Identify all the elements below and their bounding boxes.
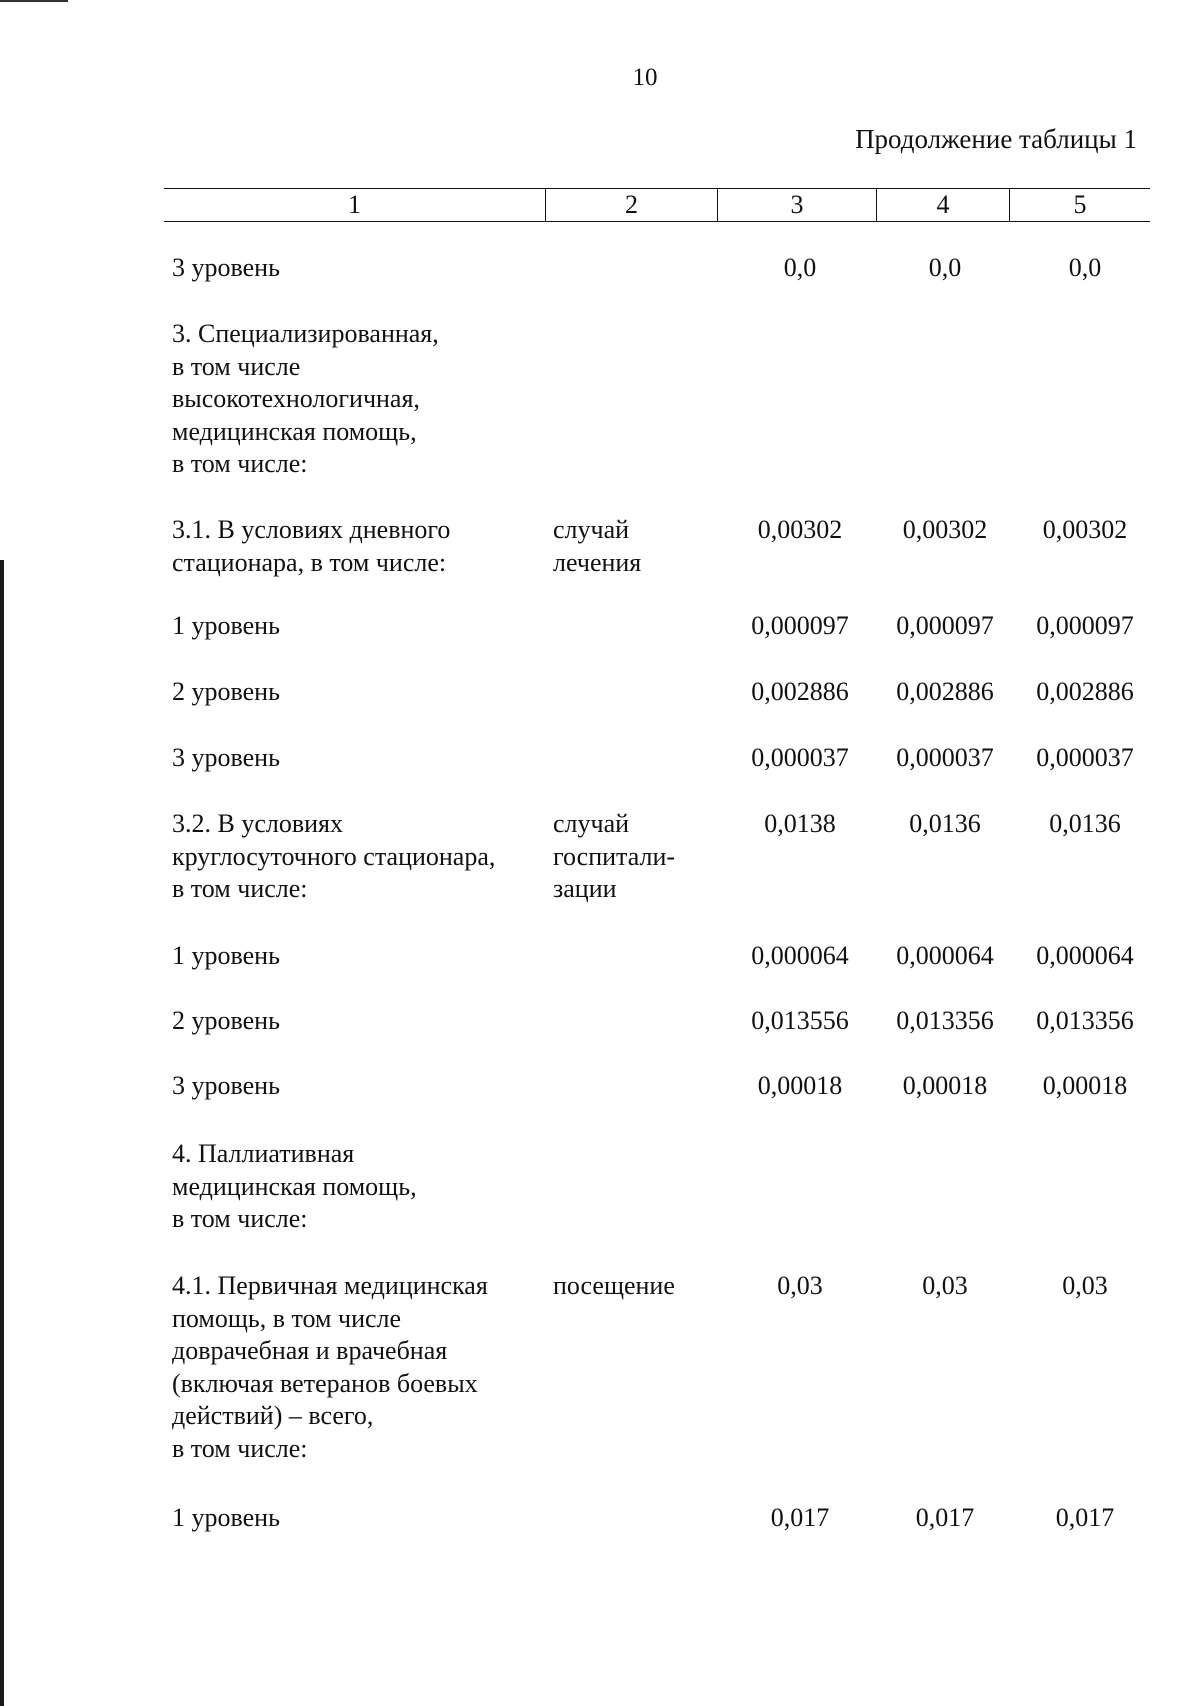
row-label [172, 1270, 542, 1465]
row-unit [553, 808, 713, 906]
value-cell-col-5: 0,03 [1062, 1271, 1108, 1300]
row-label-line: 1 уровень [172, 611, 280, 640]
value-cell-col-5: 0,00018 [1042, 1071, 1128, 1100]
value-cell-col-5: 0,017 [1055, 1503, 1115, 1532]
row-label [172, 514, 542, 579]
value-cell-col-4: 0,0 [928, 253, 962, 282]
scan-edge-left [0, 560, 4, 1706]
value-cell-col-5: 0,002886 [1036, 677, 1134, 706]
row-label-line: 1 уровень [172, 941, 280, 970]
row-label-line: 3.1. В условиях дневного [172, 515, 451, 544]
row-unit-line: случай [553, 515, 630, 544]
value-cell-col-3: 0,013556 [751, 1006, 849, 1035]
row-label-line: 3 уровень [172, 743, 280, 772]
value-cell-col-4: 0,002886 [896, 677, 994, 706]
row-label [172, 252, 542, 285]
row-label-line: 3. Специализированная, [172, 319, 439, 348]
row-unit-line: посещение [553, 1271, 675, 1300]
header-cell-5: 5 [1009, 189, 1150, 221]
row-label [172, 808, 542, 906]
scan-edge-top [0, 0, 68, 2]
row-unit [553, 1270, 713, 1303]
row-unit-line: лечения [553, 547, 642, 577]
value-cell-col-5: 0,00302 [1042, 515, 1128, 544]
value-cell-col-5: 0,013356 [1036, 1006, 1134, 1035]
value-cell-col-4: 0,000037 [896, 743, 994, 772]
row-label-line: медицинская помощь, [172, 1171, 417, 1201]
row-unit-line: зации [553, 874, 617, 903]
row-unit [553, 514, 713, 579]
value-cell-col-3: 0,00018 [757, 1071, 843, 1100]
row-label-line: стационара, в том числе: [172, 547, 447, 577]
value-cell-col-3: 0,002886 [751, 677, 849, 706]
header-cell-2: 2 [545, 189, 717, 221]
row-label-line: в том числе: [172, 1204, 308, 1233]
row-label [172, 1502, 542, 1535]
value-cell-col-3: 0,0 [783, 253, 817, 282]
value-cell-col-3: 0,00302 [757, 515, 843, 544]
value-cell-col-5: 0,000037 [1036, 743, 1134, 772]
value-cell-col-4: 0,03 [922, 1271, 968, 1300]
row-label-line: в том числе: [172, 449, 308, 478]
row-label [172, 318, 542, 481]
row-label [172, 940, 542, 973]
value-cell-col-3: 0,03 [777, 1271, 823, 1300]
row-label-line: в том числе: [172, 874, 308, 903]
row-label [172, 610, 542, 643]
row-label-line: 4.1. Первичная медицинская [172, 1271, 488, 1300]
row-label-line: действий) – всего, [172, 1401, 374, 1430]
row-label-line: 3.2. В условиях [172, 809, 344, 838]
row-label-line: доврачебная и врачебная [172, 1336, 448, 1365]
row-label-line: 1 уровень [172, 1503, 280, 1532]
value-cell-col-3: 0,000064 [751, 941, 849, 970]
table-header-row [164, 188, 1150, 222]
row-label-line: 2 уровень [172, 1006, 280, 1035]
value-cell-col-4: 0,000064 [896, 941, 994, 970]
value-cell-col-3: 0,000097 [751, 611, 849, 640]
page-number: 10 [632, 64, 658, 91]
row-label [172, 676, 542, 709]
value-cell-col-5: 0,0 [1068, 253, 1102, 282]
row-label [172, 742, 542, 775]
row-unit-line: госпитали- [553, 841, 676, 871]
row-label-line: высокотехнологичная, [172, 384, 420, 413]
header-cell-4: 4 [876, 189, 1009, 221]
value-cell-col-3: 0,000037 [751, 743, 849, 772]
table-continuation-label: Продолжение таблицы 1 [855, 124, 1137, 154]
row-label [172, 1070, 542, 1103]
row-label-line: помощь, в том числе [172, 1303, 402, 1333]
row-label-line: (включая ветеранов боевых [172, 1368, 478, 1398]
value-cell-col-4: 0,013356 [896, 1006, 994, 1035]
value-cell-col-5: 0,000064 [1036, 941, 1134, 970]
row-label [172, 1005, 542, 1038]
row-label-line: 2 уровень [172, 677, 280, 706]
value-cell-col-4: 0,00018 [902, 1071, 988, 1100]
row-unit-line: случай [553, 809, 630, 838]
value-cell-col-3: 0,0138 [764, 809, 836, 838]
value-cell-col-5: 0,0136 [1049, 809, 1121, 838]
row-label-line: 3 уровень [172, 1071, 280, 1100]
value-cell-col-4: 0,00302 [902, 515, 988, 544]
value-cell-col-4: 0,0136 [909, 809, 981, 838]
row-label [172, 1138, 542, 1236]
value-cell-col-5: 0,000097 [1036, 611, 1134, 640]
value-cell-col-4: 0,000097 [896, 611, 994, 640]
row-label-line: медицинская помощь, [172, 416, 417, 446]
row-label-line: круглосуточного стационара, [172, 841, 496, 871]
row-label-line: 3 уровень [172, 253, 280, 282]
value-cell-col-4: 0,017 [915, 1503, 975, 1532]
row-label-line: 4. Паллиативная [172, 1139, 355, 1168]
row-label-line: в том числе: [172, 1433, 308, 1463]
header-cell-3: 3 [717, 189, 876, 221]
value-cell-col-3: 0,017 [770, 1503, 830, 1532]
row-label-line: в том числе [172, 351, 301, 381]
header-cell-1: 1 [348, 190, 361, 219]
